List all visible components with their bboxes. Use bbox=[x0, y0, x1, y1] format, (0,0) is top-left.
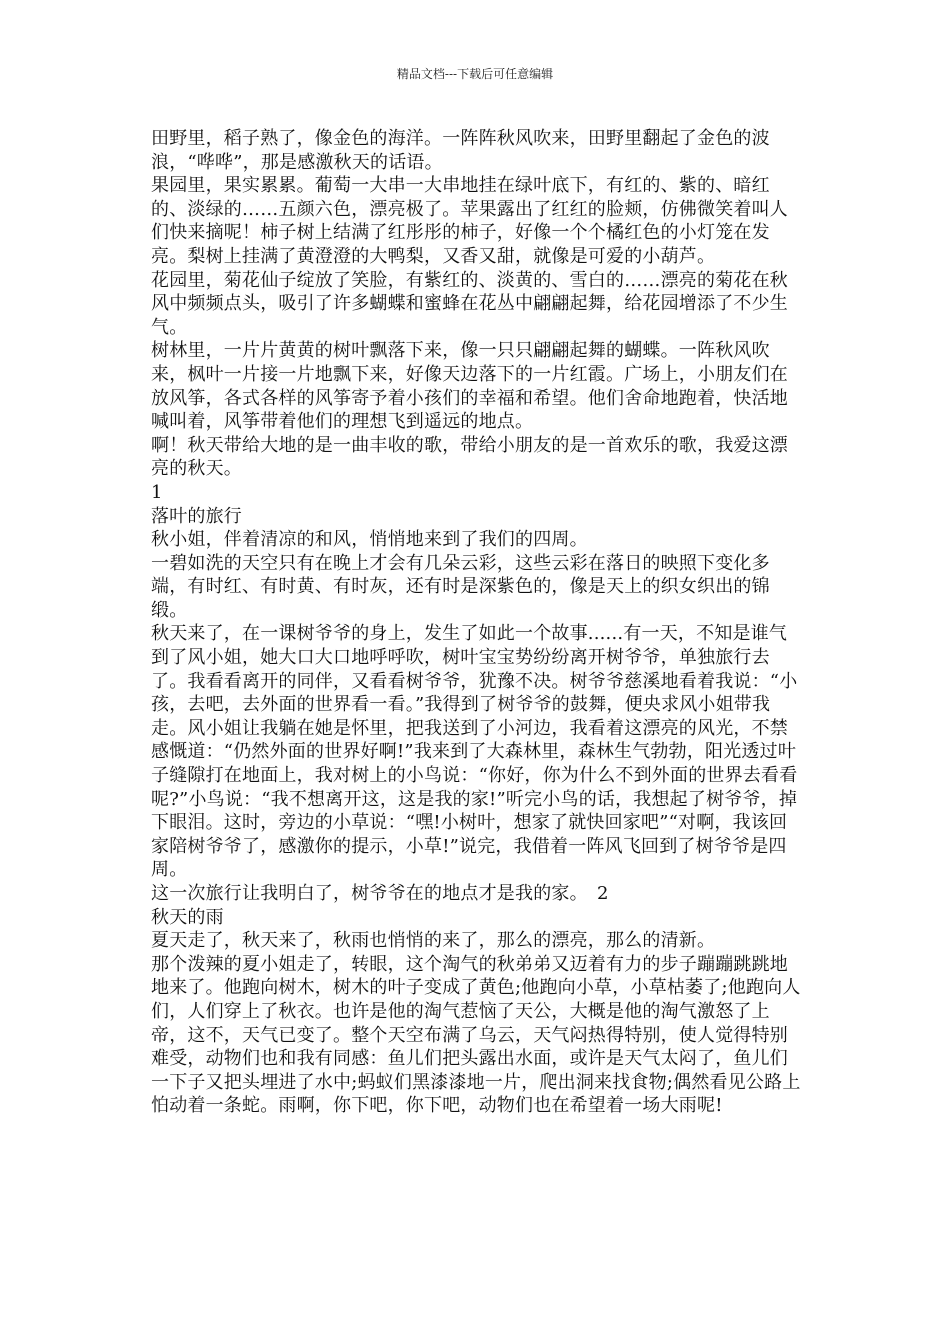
paragraph-leaf-ending: 这一次旅行让我明白了，树爷爷在的地点才是我的家。 2 bbox=[151, 883, 609, 904]
paragraph-conclusion: 啊！秋天带给大地的是一曲丰收的歌，带给小朋友的是一首欢乐的歌，我爱这漂亮的秋天。 bbox=[151, 434, 788, 480]
paragraph-rain-story: 那个泼辣的夏小姐走了，转眼，这个淘气的秋弟弟又迈着有力的步子蹦蹦跳跳地地来了。他跑向树木，树木的叶子变成了黄色;他跑向小草，小草枯萎了;他跑向人们，人们穿上了秋衣。也许是他的淘气惹恼了天公，大概是他的淘气激怒了上帝，这不，天气已变了。整个天空布满了乌云，天气闷热得特别，使人觉得特别难受，动物们也和我有同感：鱼儿们把头露出水面，或许是天气太闷了，鱼儿们一下子又把头埋进了水中;蚂蚁们黑漆漆地一片，爬出洞来找食物;偶然看见公路上怕动着一条蛇。雨啊，你下吧，你下吧，动物们也在希望着一场大雨呢! bbox=[151, 953, 801, 1117]
paragraph-garden: 花园里，菊花仙子绽放了笑脸，有紫红的、淡黄的、雪白的……漂亮的菊花在秋风中频频点头，吸引了许多蝴蝶和蜜蜂在花丛中翩翩起舞，给花园增添了不少生气。 bbox=[151, 269, 788, 338]
paragraph-orchard: 果园里，果实累累。葡萄一大串一大串地挂在绿叶底下，有红的、紫的、暗红的、淡绿的……五颜六色，漂亮极了。苹果露出了红红的脸颊，仿佛微笑着叫人们快来摘呢！柿子树上结满了红彤彤的柿子，好像一个个橘红色的小灯笼在发亮。梨树上挂满了黄澄澄的大鸭梨，又香又甜，就像是可爱的小葫芦。 bbox=[151, 175, 788, 267]
document-body bbox=[151, 127, 803, 1118]
paragraph-miss-autumn: 秋小姐，伴着清凉的和风，悄悄地来到了我们的四周。 bbox=[151, 529, 588, 551]
essay-title-falling-leaf: 落叶的旅行 bbox=[151, 505, 242, 527]
paragraph-fields: 田野里，稻子熟了，像金色的海洋。一阵阵秋风吹来，田野里翻起了金色的波浪，“哗哗”，那是感激秋天的话语。 bbox=[151, 128, 770, 173]
essay-title-autumn-rain: 秋天的雨 bbox=[151, 906, 224, 928]
paragraph-sky: 一碧如洗的天空只有在晚上才会有几朵云彩，这些云彩在落日的映照下变化多端，有时红、有时黄、有时灰，还有时是深紫色的，像是天上的织女织出的锦缎。 bbox=[151, 552, 770, 621]
paragraph-woods: 树林里，一片片黄黄的树叶飘落下来，像一只只翩翩起舞的蝴蝶。一阵秋风吹来，枫叶一片接一片地飘下来，好像天边落下的一片红霞。广场上，小朋友们在放风筝，各式各样的风筝寄予着小孩们的幸福和希望。他们舍命地跑着，快活地喊叫着，风筝带着他们的理想飞到遥远的地点。 bbox=[151, 340, 788, 433]
page-header: 精品文档---下载后可任意编辑 bbox=[396, 67, 554, 81]
paragraph-leaf-story: 秋天来了，在一课树爷爷的身上，发生了如此一个故事......有一天，不知是谁气到了风小姐，她大口大口地呼呼吹，树叶宝宝势纷纷离开树爷爷，单独旅行去了。我看看离开的同伴，又看看树爷爷，犹豫不决。树爷爷慈溪地看着我说：“小孩，去吧，去外面的世界看一看。”我得到了树爷爷的鼓舞，便央求风小姐带我走。风小姐让我躺在她是怀里，把我送到了小河边，我看着这漂亮的风光，不禁感慨道：“仍然外面的世界好啊!”我来到了大森林里，森林生气勃勃，阳光透过叶子缝隙打在地面上，我对树上的小鸟说：“你好，你为什么不到外面的世界去看看呢?”小鸟说：“我不想离开这，这是我的家!”听完小鸟的话，我想起了树爷爷，掉下眼泪。这时，旁边的小草说：“嘿!小树叶，想家了就快回家吧”“对啊，我该回家陪树爷爷了，感激你的提示，小草!”说完，我借着一阵风飞回到了树爷爷是四周。 bbox=[151, 623, 798, 881]
section-number-1: 1 bbox=[151, 481, 163, 503]
paragraph-rain-intro: 夏天走了，秋天来了，秋雨也悄悄的来了，那么的漂亮，那么的清新。 bbox=[151, 930, 716, 952]
